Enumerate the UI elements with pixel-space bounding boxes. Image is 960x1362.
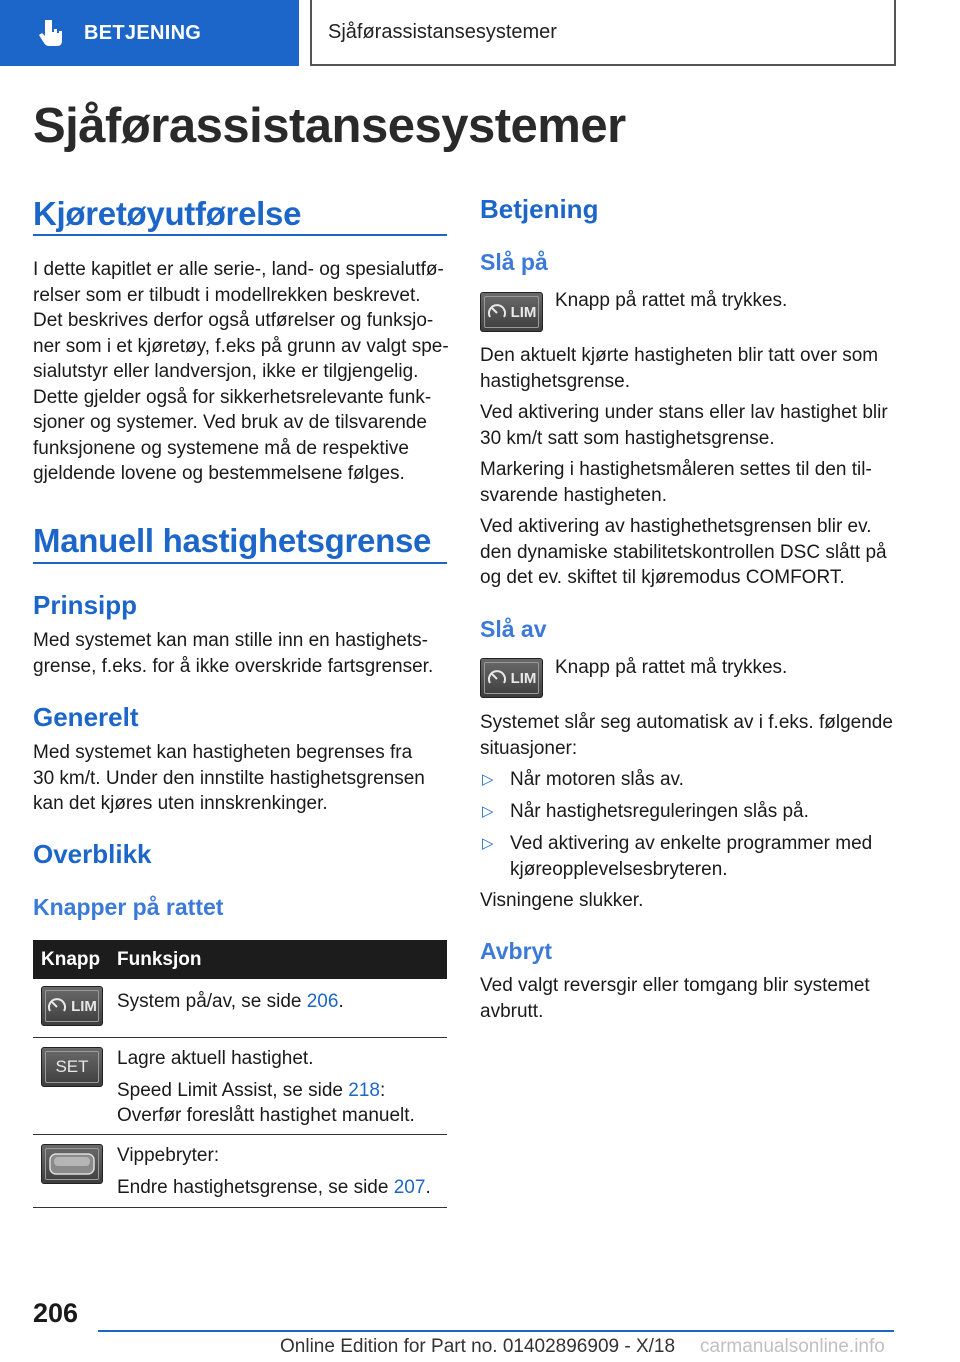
button-text: SET [55, 1057, 89, 1076]
text-line: ner som i et kjøretøy, f.eks på grunn av valgt spe- [33, 335, 449, 357]
button-text: LIM [510, 669, 537, 687]
text-span: Speed Limit Assist, se side [117, 1079, 349, 1101]
heading-vehicle: Kjøretøyutførelse [33, 195, 302, 232]
rocker-shape [48, 1151, 96, 1177]
lim-button-icon [480, 292, 543, 332]
text-span: System på/av, se side [117, 991, 307, 1012]
speedometer-icon [47, 997, 67, 1015]
heading-switch-on: Slå på [480, 249, 548, 275]
heading-principle: Prinsipp [33, 590, 138, 620]
text-line: Ved aktivering av hastighethetsgrensen blir ev. [480, 516, 872, 537]
speedometer-icon [487, 669, 507, 687]
col-button-header: Knapp [41, 949, 101, 970]
page-link[interactable]: 207 [393, 1176, 426, 1198]
triangle-bullet-icon: ▷ [482, 803, 494, 820]
text-line: kan det kjøres uten innskrenkinger. [33, 793, 328, 814]
text-line: funksjonene og systemene må de respektive [33, 437, 409, 459]
text-line [117, 1175, 447, 1201]
watermark: carmanualsonline.info [700, 1336, 885, 1357]
text-line: Systemet slår seg automatisk av i f.eks. følgende [480, 712, 893, 733]
table-header [33, 940, 447, 979]
principle-paragraph [33, 628, 453, 679]
page-title: Sjåførassistansesystemer [33, 99, 626, 153]
lim-button-icon [480, 658, 543, 698]
text-line: Dette gjelder også for sikkerhetsrelevante funk- [33, 386, 432, 408]
on-paragraph-3 [480, 457, 900, 508]
rocker-switch-icon [41, 1144, 103, 1184]
table-row [33, 1038, 447, 1135]
press-instruction: Knapp på rattet må trykkes. [555, 657, 788, 678]
set-button-icon [41, 1047, 103, 1087]
text-line: Overfør foreslått hastighet manuelt. [117, 1105, 415, 1126]
text-line: relser som er tilbudt i modellrekken beskrevet. [33, 284, 421, 306]
text-line: gjeldende lovene og bestemmelsene følges. [33, 463, 405, 484]
text-line: sjoner og systemer. Ved bruk av de tilsvarende [33, 412, 427, 433]
section-label: BETJENING [84, 21, 202, 44]
text-line: Den aktuelt kjørte hastigheten blir tatt over som [480, 345, 879, 366]
section-tab[interactable] [0, 0, 299, 66]
col-function-header: Funksjon [117, 949, 202, 970]
on-paragraph-2 [480, 400, 900, 451]
text-line: Ved valgt reversgir eller tomgang blir systemet [480, 975, 870, 996]
heading-rule [33, 562, 447, 564]
text-line: sialutstyr eller landversjon, ikke er tilgjengelig. [33, 361, 419, 382]
text-line: I dette kapitlet er alle serie-, land- og spesialutfø- [33, 259, 444, 280]
edition-text: Online Edition for Part no. 01402896909 - X/18 [280, 1336, 676, 1357]
text-line: og det ev. skiftet til kjøremodus COMFORT. [480, 567, 845, 588]
text-line: Markering i hastighetsmåleren settes til den til- [480, 459, 872, 480]
text-line: hastighetsgrense. [480, 370, 630, 392]
text-line: Lagre aktuell hastighet. [117, 1048, 314, 1069]
speedometer-icon [487, 303, 507, 321]
text-line: kjøreopplevelsesbryteren. [510, 858, 728, 880]
heading-operation: Betjening [480, 194, 599, 224]
function-text [117, 989, 447, 1015]
text-line: Vippebryter: [117, 1145, 220, 1166]
text-line: svarende hastigheten. [480, 484, 667, 506]
function-text [117, 1046, 447, 1129]
text-line [117, 1078, 447, 1104]
chapter-tab[interactable] [310, 0, 896, 66]
text-span: . [338, 991, 344, 1012]
chapter-label: Sjåførassistansesystemer [328, 20, 557, 43]
function-text [117, 1143, 447, 1200]
text-line: Ved aktivering av enkelte programmer med [510, 833, 873, 854]
text-line: Ved aktivering under stans eller lav hastighet blir [480, 402, 888, 423]
general-paragraph [33, 740, 453, 817]
on-paragraph-1 [480, 343, 900, 394]
text-span: . [425, 1176, 431, 1198]
text-line: den dynamiske stabilitetskontrollen DSC slått på [480, 541, 887, 563]
page-link[interactable]: 206 [306, 991, 339, 1012]
text-line: avbrutt. [480, 1000, 544, 1022]
text-line: situasjoner: [480, 737, 578, 759]
page-link[interactable]: 218 [348, 1079, 380, 1101]
table-row [33, 1135, 447, 1208]
table-row [33, 979, 447, 1038]
page-number: 206 [33, 1298, 79, 1328]
heading-switch-off: Slå av [480, 616, 547, 642]
heading-manual-speed-limit: Manuell hastighetsgrense [33, 522, 432, 559]
vehicle-paragraph [33, 257, 453, 487]
text-line: Med systemet kan hastigheten begrenses fra [33, 742, 413, 763]
off-paragraph-1 [480, 710, 900, 761]
text-line: 30 km/t. Under den innstilte hastighetsgrensen [33, 767, 425, 789]
bullet-text: Når hastighetsreguleringen slås på. [510, 801, 809, 822]
footer-rule [98, 1330, 894, 1332]
lim-button-icon [41, 986, 103, 1026]
text-line: Det beskrives derfor også utførelser og funksjo- [33, 310, 434, 331]
heading-general: Generelt [33, 702, 139, 732]
bullet-text: Når motoren slås av. [510, 769, 684, 790]
on-paragraph-4 [480, 514, 900, 591]
text-line: Med systemet kan man stille inn en hastighets- [33, 630, 428, 651]
button-text: LIM [71, 997, 97, 1015]
cancel-paragraph [480, 973, 900, 1024]
bullet-text [510, 831, 910, 882]
buttons-table [33, 940, 447, 1208]
press-instruction: Knapp på rattet må trykkes. [555, 290, 788, 311]
hand-pointer-icon [38, 18, 66, 48]
text-span: Endre hastighetsgrense, se side [117, 1176, 394, 1198]
heading-rule [33, 234, 447, 236]
text-span: : [379, 1079, 386, 1101]
text-line: 30 km/t satt som hastighetsgrense. [480, 427, 775, 449]
heading-cancel: Avbryt [480, 938, 552, 964]
heading-overview: Overblikk [33, 839, 152, 869]
triangle-bullet-icon: ▷ [482, 835, 494, 852]
button-text: LIM [510, 303, 537, 321]
text-line: grense, f.eks. for å ikke overskride fartsgrenser. [33, 655, 434, 677]
triangle-bullet-icon: ▷ [482, 771, 494, 788]
displays-off-text: Visningene slukker. [480, 890, 644, 911]
heading-steering-buttons: Knapper på rattet [33, 894, 224, 920]
